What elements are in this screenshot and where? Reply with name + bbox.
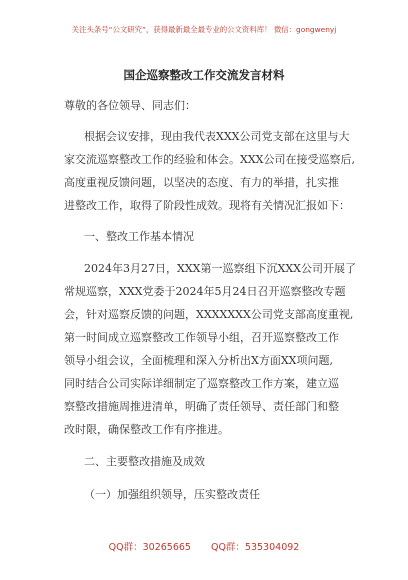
document-title: 国企巡察整改工作交流发言材料 (123, 68, 285, 82)
footer-contacts (0, 539, 408, 553)
paragraph-line: 高度重视反馈问题，以坚决的态度、有力的举措，扎实推 (64, 176, 339, 189)
paragraph-line: 常规巡察，XXX党委于2024年5月24日召开巡察整改专题 (64, 285, 346, 298)
salutation: 尊敬的各位领导、同志们： (64, 99, 196, 112)
section-heading: 二、主要整改措施及成效 (84, 455, 205, 468)
paragraph-line: 改时限，确保整改工作有序推进。 (64, 423, 229, 436)
paragraph-line: 第一时间成立巡察整改工作领导小组，召开巡察整改工作 (64, 331, 339, 344)
footer-qq-group-1: QQ群：30265665 (108, 542, 191, 553)
paragraph-line: 领导小组会议，全面梳理和深入分析出X方面XX项问题, (64, 354, 333, 367)
paragraph-line: 根据会议安排，现由我代表XXX公司党支部在这里与大 (84, 130, 350, 143)
paragraph-line: 会，针对巡察反馈的问题，XXXXXXX公司党支部高度重视, (64, 308, 354, 321)
header-banner: 关注头条号“公文研究”，获得最新最全最专业的公文资料库！ 微信：gongwenyj (71, 25, 337, 34)
footer-qq-group-2: QQ群：535304092 (210, 542, 300, 553)
subsection-heading: （一）加强组织领导，压实整改责任 (84, 488, 260, 501)
paragraph-line: 同时结合公司实际详细制定了巡察整改工作方案，建立巡 (64, 377, 339, 390)
paragraph-line: 察整改措施周推进清单，明确了责任领导、责任部门和整 (64, 400, 339, 413)
paragraph-line: 进整改工作，取得了阶段性成效。现将有关情况汇报如下： (64, 199, 350, 212)
section-heading: 一、整改工作基本情况 (84, 230, 194, 243)
paragraph-line: 2024年3月27日，XXX第一巡察组下沉XXX公司开展了 (84, 262, 356, 275)
paragraph-line: 家交流巡察整改工作的经验和体会。XXX公司在接受巡察后, (64, 153, 355, 166)
